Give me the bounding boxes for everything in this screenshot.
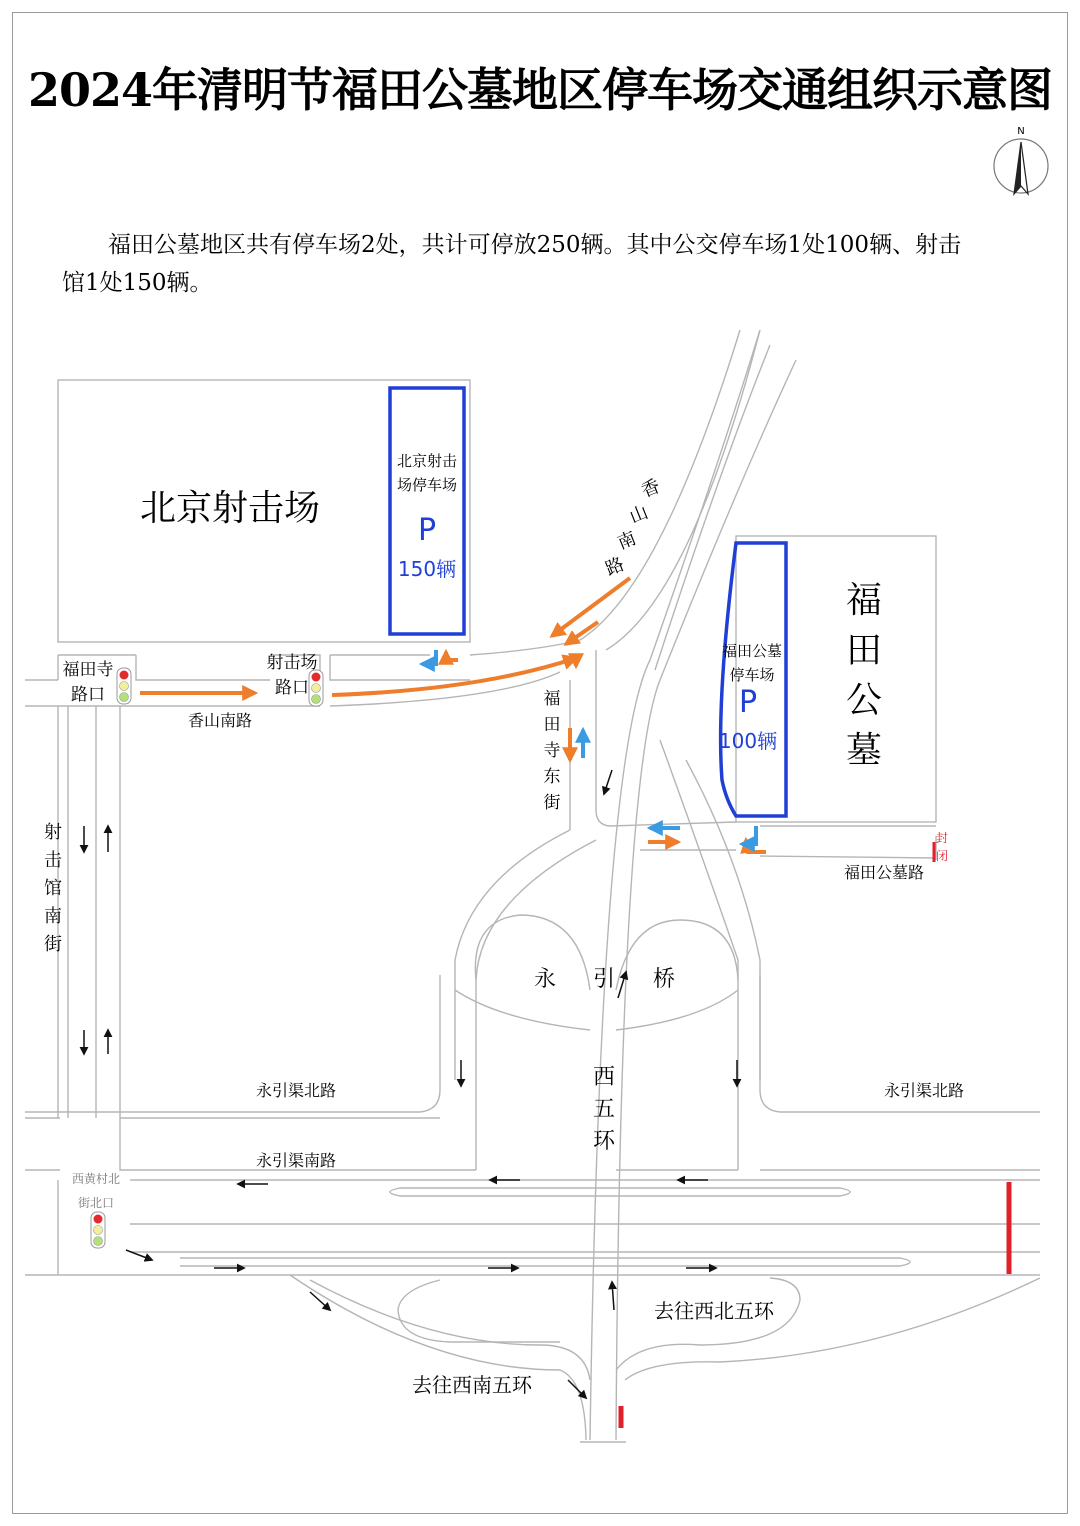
parking-p-icon: P bbox=[738, 685, 758, 720]
parking-capacity: 100辆 bbox=[718, 729, 778, 753]
road-label: 永引渠北路 bbox=[883, 1081, 965, 1100]
road-char: 西 bbox=[592, 1065, 616, 1090]
road-label: 香山南路 bbox=[187, 711, 253, 730]
parking-lot-shooting-range[interactable] bbox=[390, 388, 464, 634]
intersection-label: 路口 bbox=[275, 678, 309, 698]
parking-p-icon: P bbox=[417, 513, 437, 548]
cemetery-char: 福 bbox=[845, 580, 883, 621]
road-char: 福 bbox=[543, 689, 561, 709]
road-char: 环 bbox=[592, 1129, 616, 1154]
lane-direction-arrows bbox=[84, 770, 737, 1398]
compass-label: N bbox=[1017, 126, 1025, 137]
road-label-vertical bbox=[44, 822, 62, 955]
road-char: 击 bbox=[44, 850, 62, 871]
intersection-label: 西黄村北 bbox=[71, 1172, 121, 1186]
intersection-label: 路口 bbox=[71, 685, 105, 705]
road-char: 寺 bbox=[543, 741, 561, 761]
closure-label: 闭 bbox=[935, 849, 949, 863]
road-char: 馆 bbox=[44, 878, 62, 899]
parking-capacity: 150辆 bbox=[397, 557, 457, 581]
closure-label: 封 bbox=[935, 831, 949, 845]
shooting-range-label: 北京射击场 bbox=[139, 488, 321, 529]
road-char: 射 bbox=[44, 822, 62, 843]
bridge-label: 永 bbox=[533, 967, 557, 992]
cemetery-char: 公 bbox=[845, 680, 883, 721]
road-char: 香 bbox=[638, 475, 664, 503]
cemetery-char: 墓 bbox=[845, 730, 883, 771]
road-char: 街 bbox=[44, 934, 62, 955]
intersection-label: 福田寺 bbox=[62, 660, 114, 680]
parking-name-line2: 停车场 bbox=[729, 666, 775, 684]
road-label: 永引渠北路 bbox=[255, 1081, 337, 1100]
road-label-vertical bbox=[593, 1065, 616, 1154]
parking-name-line1: 福田公墓 bbox=[721, 642, 783, 660]
road-label-vertical bbox=[603, 476, 664, 580]
outbound-route-arrows bbox=[422, 650, 756, 844]
parking-name-line2: 场停车场 bbox=[396, 476, 458, 494]
road-label: 永引渠南路 bbox=[255, 1151, 337, 1170]
bridge-label: 桥 bbox=[652, 967, 676, 992]
road-char: 田 bbox=[543, 715, 561, 735]
ramp-label: 去往西北五环 bbox=[654, 1299, 774, 1323]
road-char: 街 bbox=[543, 793, 561, 813]
road-label-vertical bbox=[544, 689, 561, 813]
parking-name-line1: 北京射击 bbox=[396, 452, 458, 470]
ramp-label: 去往西南五环 bbox=[412, 1373, 532, 1397]
north-compass-icon bbox=[994, 126, 1048, 194]
road-char: 路 bbox=[602, 553, 628, 581]
bridge-label: 引 bbox=[592, 967, 616, 992]
road-char: 山 bbox=[626, 501, 652, 529]
road-char: 东 bbox=[543, 767, 561, 787]
cemetery-char: 田 bbox=[845, 630, 883, 671]
road-label: 福田公墓路 bbox=[843, 863, 925, 882]
road-char: 南 bbox=[614, 527, 640, 555]
road-char: 南 bbox=[44, 906, 62, 927]
intersection-label: 街北口 bbox=[77, 1196, 115, 1210]
parking-summary-text: 福田公墓地区共有停车场2处，共计可停放250辆。其中公交停车场1处100辆、射击馆1处150辆。 bbox=[62, 232, 962, 296]
traffic-light-icon bbox=[91, 1212, 105, 1248]
traffic-light-icon bbox=[309, 670, 323, 706]
traffic-light-icon bbox=[117, 668, 131, 704]
cemetery-label bbox=[846, 580, 882, 771]
intersection-label: 射击场 bbox=[266, 653, 318, 673]
road-closure-marks bbox=[621, 842, 1009, 1428]
road-char: 五 bbox=[592, 1097, 616, 1122]
page-title: 2024年清明节福田公墓地区停车场交通组织示意图 bbox=[27, 63, 1053, 117]
